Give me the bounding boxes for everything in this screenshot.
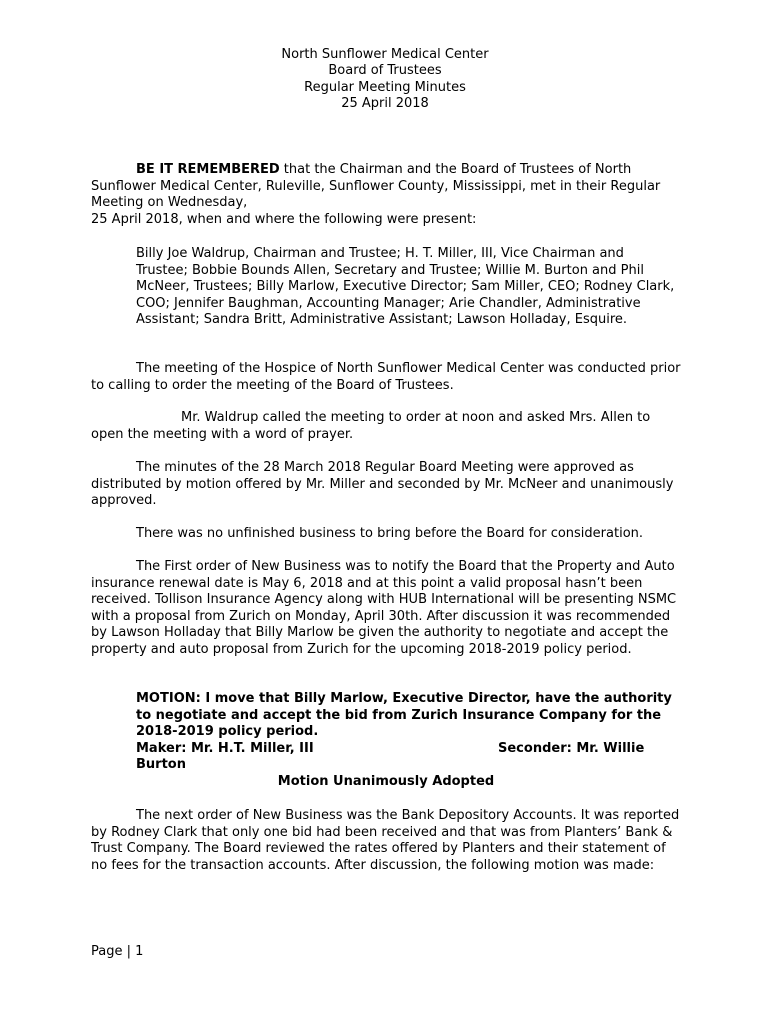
intro-lead-bold: BE IT REMEMBERED bbox=[136, 162, 280, 177]
header-organization: North Sunflower Medical Center bbox=[281, 47, 489, 62]
intro-paragraph bbox=[91, 162, 681, 228]
motion-seconder-continued: Burton bbox=[136, 757, 186, 772]
motion-maker: Maker: Mr. H.T. Miller, III bbox=[136, 740, 314, 756]
header-board: Board of Trustees bbox=[328, 63, 442, 79]
hospice-paragraph: The meeting of the Hospice of North Sunflower Medical Center was conducted prior to calling to order the meeting of the Board of Trustees. bbox=[91, 361, 681, 393]
motion-result: Motion Unanimously Adopted bbox=[277, 773, 495, 789]
new-business-insurance-paragraph: The First order of New Business was to notify the Board that the Property and Auto insurance renewal date is May 6, 2018 and at this point a valid proposal hasn’t been received. Tollison Insurance Agency along with HUB International will be presenting NSMC with a proposal from Zurich on Monday, April 30th. After discussion it was recommended by Lawson Holladay that Billy Marlow be given the authority to negotiate and accept the property and auto proposal from Zurich for the upcoming 2018-2019 policy period. bbox=[91, 559, 677, 657]
motion-seconder: Seconder: Mr. Willie bbox=[498, 740, 645, 756]
intro-text: that the Chairman and the Board of Trustees of North Sunflower Medical Center, Ruleville, Sunflower County, Mississippi, met in their Regular Meeting on Wednesday, bbox=[91, 162, 661, 210]
header-title: Regular Meeting Minutes bbox=[304, 79, 466, 95]
attendees-paragraph: Billy Joe Waldrup, Chairman and Trustee; H. T. Miller, III, Vice Chairman and Trustee; Bobbie Bounds Allen, Secretary and Trustee; Willie M. Burton and Phil McNeer, Trustees; Billy Marlow, Executive Director; Sam Miller, CEO; Rodney Clark, COO; Jennifer Baughman, Accounting Manager; Arie Chandler, Administrative Assistant; Sandra Britt, Administrative Assistant; Lawson Holladay, Esquire. bbox=[136, 246, 675, 327]
header-date: 25 April 2018 bbox=[341, 95, 429, 111]
motion-maker-row bbox=[136, 741, 676, 758]
motion-block bbox=[136, 691, 676, 790]
document-header bbox=[0, 47, 770, 112]
motion-text: MOTION: I move that Billy Marlow, Executive Director, have the authority to negotiate and accept the bid from Zurich Insurance Company for the 2018-2019 policy period. bbox=[136, 691, 672, 739]
intro-date-line: 25 April 2018, when and where the following were present: bbox=[91, 211, 477, 227]
new-business-bank-paragraph: The next order of New Business was the Bank Depository Accounts. It was reported by Rodney Clark that only one bid had been received and that was from Planters’ Bank & Trust Company. The Board reviewed the rates offered by Planters and their statement of no fees for the transaction accounts. After discussion, the following motion was made: bbox=[91, 808, 680, 873]
page-number-footer: Page | 1 bbox=[91, 944, 144, 959]
minutes-paragraph: The minutes of the 28 March 2018 Regular Board Meeting were approved as distributed by motion offered by Mr. Miller and seconded by Mr. McNeer and unanimously approved. bbox=[91, 460, 674, 508]
call-to-order-paragraph: Mr. Waldrup called the meeting to order at noon and asked Mrs. Allen to open the meeting with a word of prayer. bbox=[91, 410, 651, 442]
unfinished-business-paragraph: There was no unfinished business to bring before the Board for consideration. bbox=[136, 526, 644, 541]
